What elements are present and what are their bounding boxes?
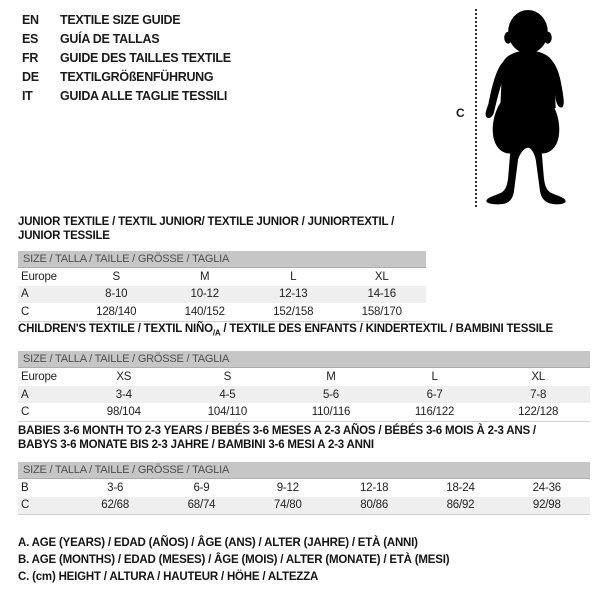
height-cell: 116/122 xyxy=(414,406,455,419)
size-cell: L xyxy=(290,270,297,283)
table-row xyxy=(18,479,590,497)
age-cell: 6-7 xyxy=(426,388,443,401)
legend-note-a: A. AGE (YEARS) / EDAD (AÑOS) / ÂGE (ANS) / ALTER (JAHRE) / ETÀ (ANNI) xyxy=(18,537,418,549)
age-cell: 9-12 xyxy=(276,481,299,494)
age-cell: 3-4 xyxy=(115,388,132,401)
height-cell: 122/128 xyxy=(518,406,559,419)
legend-notes xyxy=(18,535,449,586)
junior-textile-table xyxy=(18,215,426,322)
age-cell: 7-8 xyxy=(530,388,547,401)
height-cell: 104/110 xyxy=(207,406,248,419)
language-row-en xyxy=(22,11,231,30)
language-code: EN xyxy=(22,13,39,27)
age-cell: 4-5 xyxy=(219,388,236,401)
size-cell: XS xyxy=(116,371,132,384)
babies-textile-table xyxy=(18,424,590,515)
table-bottom-rule xyxy=(18,514,590,515)
size-cell: XL xyxy=(531,371,545,384)
height-cell: 80/86 xyxy=(360,499,389,512)
legend-note-c: C. (cm) HEIGHT / ALTURA / HAUTEUR / HÖHE / ALTEZZA xyxy=(18,571,319,583)
table-bottom-rule xyxy=(18,421,590,422)
language-code: ES xyxy=(22,32,39,46)
height-cell: 110/116 xyxy=(311,406,351,419)
size-header-bar: SIZE / TALLA / TAILLE / GRÖSSE / TAGLIA xyxy=(18,251,426,268)
height-cell: 98/104 xyxy=(106,406,141,419)
language-title: GUIDE DES TAILLES TEXTILE xyxy=(60,51,231,65)
height-cell: 158/170 xyxy=(361,305,402,318)
size-cell: M xyxy=(200,270,210,283)
toddler-silhouette-icon xyxy=(484,9,568,207)
row-label: Europe xyxy=(21,371,57,384)
size-cell: XL xyxy=(374,270,389,283)
height-cell: 62/68 xyxy=(101,499,130,512)
age-cell: 6-9 xyxy=(193,481,210,494)
age-cell: 5-6 xyxy=(322,388,339,401)
age-cell: 12-18 xyxy=(359,481,389,494)
table-title-subscript: /A xyxy=(212,328,221,338)
language-row-es xyxy=(22,30,231,49)
size-cell: S xyxy=(223,371,232,384)
language-code: FR xyxy=(22,51,39,65)
height-measure-label: C xyxy=(456,106,465,120)
table-row xyxy=(18,268,426,286)
table-title-line2: BABYS 3-6 MONATE BIS 2-3 JAHRE / BAMBINI 3-6 MESI A 2-3 ANNI xyxy=(18,439,374,451)
language-title: GUIDA ALLE TAGLIE TESSILI xyxy=(60,89,228,103)
table-row xyxy=(18,497,590,515)
age-cell: 18-24 xyxy=(446,481,475,494)
table-title-text: CHILDREN'S TEXTILE / TEXTIL NIÑO xyxy=(18,323,213,335)
language-title: TEXTILE SIZE GUIDE xyxy=(60,13,181,27)
height-cell: 74/80 xyxy=(273,499,302,512)
height-cell: 92/98 xyxy=(532,499,561,512)
height-cell: 68/74 xyxy=(187,499,216,512)
height-reference-dotted-line xyxy=(475,9,477,207)
row-label: A xyxy=(21,388,29,401)
table-row xyxy=(18,403,590,421)
table-row xyxy=(18,303,426,321)
row-label: C xyxy=(21,499,30,512)
size-header-bar: SIZE / TALLA / TAILLE / GRÖSSE / TAGLIA xyxy=(18,351,590,368)
age-cell: 10-12 xyxy=(190,288,219,301)
height-cell: 152/158 xyxy=(273,305,314,318)
table-row xyxy=(18,368,590,386)
language-title: TEXTILGRÖßENFÜHRUNG xyxy=(60,70,214,84)
table-title xyxy=(18,322,590,340)
language-row-de xyxy=(22,68,231,87)
table-title-text: / TEXTILE DES ENFANTS / KINDERTEXTIL / BAMBINI TESSILE xyxy=(220,323,553,335)
size-cell: L xyxy=(431,371,438,384)
height-cell: 140/152 xyxy=(184,305,225,318)
age-cell: 14-16 xyxy=(367,288,396,301)
language-code: DE xyxy=(22,70,39,84)
table-title xyxy=(18,424,590,452)
table-title: JUNIOR TEXTILE / TEXTIL JUNIOR/ TEXTILE JUNIOR / JUNIORTEXTIL / JUNIOR TESSILE xyxy=(18,216,395,242)
language-title: GUÍA DE TALLAS xyxy=(60,32,160,46)
language-row-fr xyxy=(22,49,231,68)
age-cell: 3-6 xyxy=(107,481,124,494)
size-cell: M xyxy=(326,371,336,384)
language-code: IT xyxy=(22,89,33,103)
row-label: C xyxy=(21,305,30,318)
row-label: Europe xyxy=(21,270,57,283)
legend-note-b: B. AGE (MONTHS) / EDAD (MESES) / ÂGE (MOIS) / ALTER (MONATE) / ETÀ (MESI) xyxy=(18,554,450,566)
language-list xyxy=(22,11,231,106)
children-textile-table xyxy=(18,322,590,422)
table-row xyxy=(18,286,426,304)
age-cell: 8-10 xyxy=(105,288,128,301)
row-label: C xyxy=(21,406,30,419)
language-row-it xyxy=(22,87,231,106)
height-cell: 86/92 xyxy=(446,499,475,512)
age-cell: 24-36 xyxy=(532,481,562,494)
table-title-line1: BABIES 3-6 MONTH TO 2-3 YEARS / BEBÉS 3-6 MESES A 2-3 AÑOS / BÉBÉS 3-6 MOIS À 2-3 ANS / xyxy=(18,425,536,437)
table-row xyxy=(18,386,590,404)
size-cell: S xyxy=(112,270,120,283)
row-label: B xyxy=(21,481,29,494)
age-cell: 12-13 xyxy=(279,288,308,301)
size-header-bar: SIZE / TALLA / TAILLE / GRÖSSE / TAGLIA xyxy=(18,462,590,479)
height-cell: 128/140 xyxy=(96,305,137,318)
row-label: A xyxy=(21,288,29,301)
